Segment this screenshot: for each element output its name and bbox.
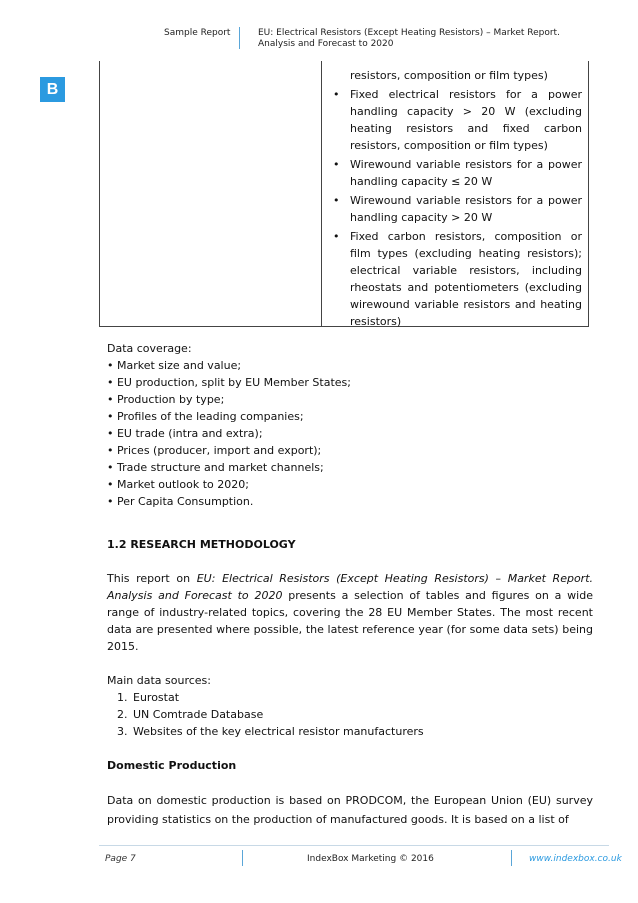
footer-divider: [242, 850, 243, 866]
bullet-icon: •: [333, 230, 340, 243]
header-divider: [239, 27, 240, 49]
footer-divider: [511, 850, 512, 866]
list-item: • Market size and value;: [107, 359, 242, 372]
list-item: • Wirewound variable resistors for a power handling capacity ≤ 20 W: [333, 158, 582, 188]
list-item: • Production by type;: [107, 393, 225, 406]
list-item: • EU production, split by EU Member States;: [107, 376, 351, 389]
footer-copyright: IndexBox Marketing © 2016: [307, 854, 434, 864]
list-item: • Wirewound variable resistors for a power handling capacity > 20 W: [333, 194, 582, 224]
methodology-heading: 1.2 RESEARCH METHODOLOGY: [107, 538, 296, 551]
footer-rule: [99, 845, 609, 846]
product-table: [99, 61, 589, 327]
header-report-type: Sample Report: [164, 28, 231, 38]
domestic-production-heading: Domestic Production: [107, 759, 237, 772]
table-item-continuation: resistors, composition or film types): [350, 69, 548, 82]
methodology-paragraph: This report on EU: Electrical Resistors (Except Heating Resistors) – Market Report. Analysis and Forecast to 2020 presents a selection of tables and figures on a wide range of industry-related topics, covering the 28 EU Member States. The most recent data are presented where possible, the latest reference year (for some data sets) being 2015.: [107, 572, 594, 653]
coverage-list: [107, 357, 593, 510]
report-title-italic: EU: Electrical Resistors (Except Heating Resistors) – Market Report. Analysis and Forecast to 2020: [107, 572, 594, 602]
list-item: • Per Capita Consumption.: [107, 495, 254, 508]
list-item: 1. Eurostat: [117, 691, 180, 704]
header-title-line-1: EU: Electrical Resistors (Except Heating Resistors) – Market Report.: [258, 28, 560, 38]
list-item: • Profiles of the leading companies;: [107, 410, 304, 423]
list-item: • Prices (producer, import and export);: [107, 444, 322, 457]
list-item: • Trade structure and market channels;: [107, 461, 324, 474]
bullet-icon: •: [333, 194, 340, 207]
list-item: • Market outlook to 2020;: [107, 478, 249, 491]
table-cell-products: [330, 67, 582, 332]
spacer: [107, 774, 593, 791]
product-list: [330, 86, 582, 330]
domestic-production-paragraph: Data on domestic production is based on PRODCOM, the European Union (EU) survey providing statistics on the production of manufactured goods. It is based on a list of: [107, 794, 593, 826]
bullet-icon: •: [333, 88, 340, 101]
bullet-icon: •: [333, 158, 340, 171]
table-column-divider: [321, 61, 322, 326]
spacer: [107, 655, 593, 672]
sources-title: Main data sources:: [107, 674, 211, 687]
header-title: [258, 28, 560, 50]
spacer: [107, 740, 593, 757]
list-item: • Fixed electrical resistors for a power handling capacity > 20 W (excluding heating resistors and fixed carbon resistors, composition or film types): [333, 88, 582, 152]
footer-website-link[interactable]: www.indexbox.co.uk: [529, 854, 622, 864]
sources-list: [107, 689, 593, 740]
coverage-title: Data coverage:: [107, 342, 192, 355]
page-body: [107, 340, 593, 829]
spacer: [107, 553, 593, 570]
header-title-line-2: Analysis and Forecast to 2020: [258, 39, 394, 49]
list-item: • Fixed carbon resistors, composition or film types (excluding heating resistors); electrical variable resistors, including rheostats and potentiometers (excluding wirewound variable resistors and heating resistors): [333, 230, 582, 328]
page-footer: [99, 850, 622, 870]
list-item: 3. Websites of the key electrical resistor manufacturers: [117, 725, 424, 738]
list-item: 2. UN Comtrade Database: [117, 708, 264, 721]
list-item: • EU trade (intra and extra);: [107, 427, 263, 440]
page-number: Page 7: [105, 854, 136, 864]
indexbox-logo-icon: B: [40, 77, 65, 102]
